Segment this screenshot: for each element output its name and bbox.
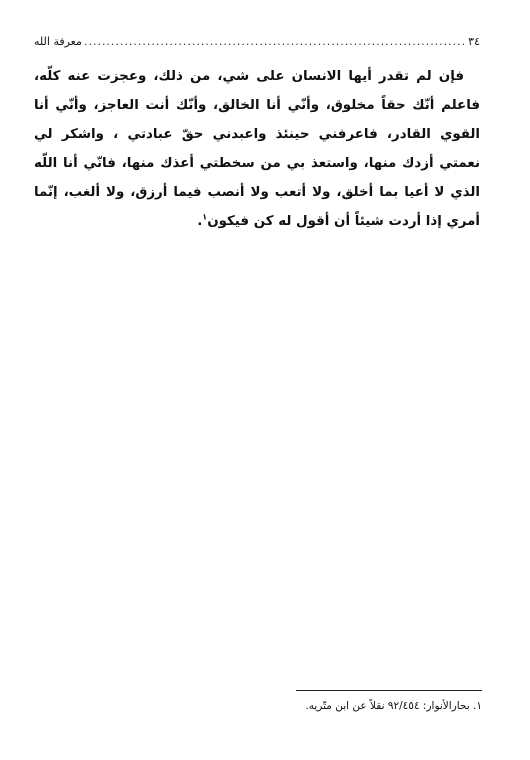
running-title: معرفة الله [34,34,82,48]
page-number: ٣٤ [468,34,480,48]
page-header [34,32,480,50]
paragraph-text: فإن لم تقدر أيها الانسان على شي، من ذلك، وعجزت عنه كلّه، فاعلم أنّك حقاً مخلوق، وأنّي أنا الخالق، وأنّك أنت العاجز، وأنّي أنا القوي القادر، فاعرفني حينئذ واعبدني حقّ عبادتي ، واشكر لي نعمتي أزدك منها، واستعذ بي من سخطتي أعذك منها، فانّي أنا اللّه الذي لا أعيا بما أخلق، ولا أتعب ولا أنصب فيما أرزق، ولا ألغب، إنّما أمري إذا أردت شيئاً أن أقول له كن فيكون [34,69,480,229]
header-dot-leader [84,35,466,48]
footnote: ١. بحارالأنوار: ٩٢/٤٥٤ نقلاً عن ابن متّريه. [305,700,482,712]
footnote-marker: ١ [202,212,208,222]
footnote-divider [296,690,482,691]
main-paragraph: فإن لم تقدر أيها الانسان على شي، من ذلك، وعجزت عنه كلّه، فاعلم أنّك حقاً مخلوق، وأنّي أنا الخالق، وأنّك أنت العاجز، وأنّي أنا القوي القادر، فاعرفني حينئذ واعبدني حقّ عبادتي ، واشكر لي نعمتي أزدك منها، واستعذ بي من سخطتي أعذك منها، فانّي أنا اللّه الذي لا أعيا بما أخلق، ولا أتعب ولا أنصب فيما أرزق، ولا ألغب، إنّما أمري إذا أردت شيئاً أن أقول له كن فيكون$^١$. [34,69,480,229]
